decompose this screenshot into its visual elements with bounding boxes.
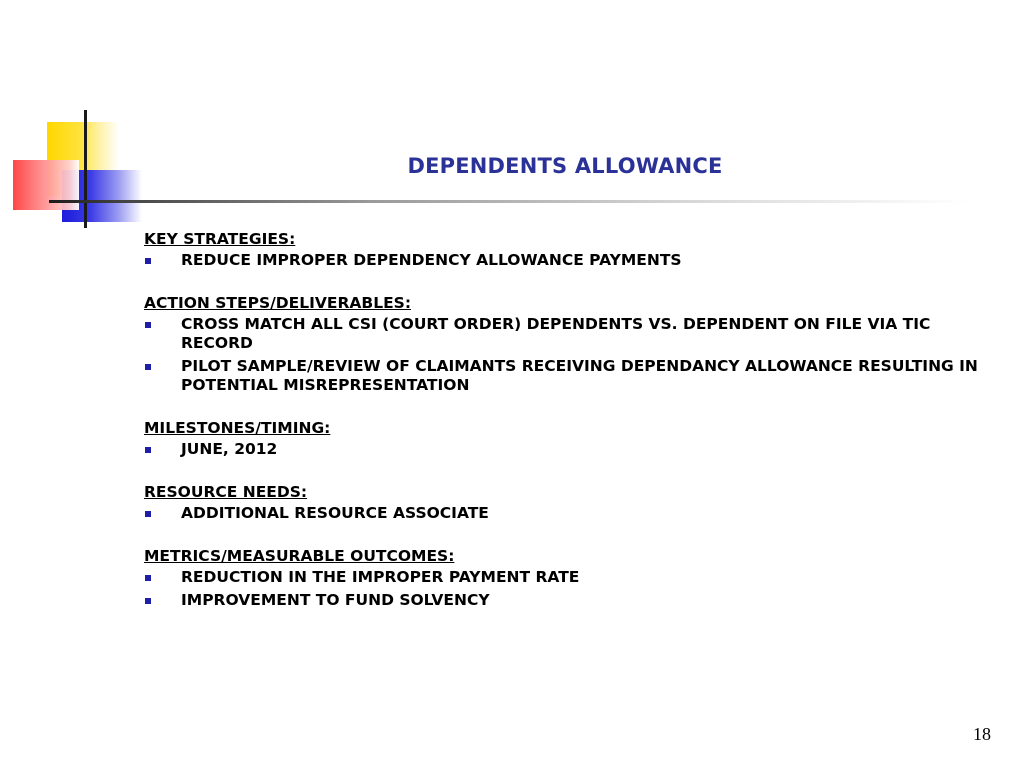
bullet-list <box>144 251 994 270</box>
square-bullet-icon <box>145 258 151 264</box>
list-item-text: REDUCE IMPROPER DEPENDENCY ALLOWANCE PAYMENTS <box>181 251 682 269</box>
slide-body <box>144 229 994 633</box>
list-item-text: ADDITIONAL RESOURCE ASSOCIATE <box>181 504 489 522</box>
section-milestones <box>144 418 994 459</box>
section-action-steps <box>144 293 994 395</box>
list-item-text: CROSS MATCH ALL CSI (COURT ORDER) DEPENDENTS VS. DEPENDENT ON FILE VIA TIC RECORD <box>181 315 931 352</box>
list-item <box>144 440 994 459</box>
list-item <box>144 315 994 353</box>
list-item <box>144 357 994 395</box>
list-item <box>144 251 994 270</box>
section-key-strategies <box>144 229 994 270</box>
section-heading: RESOURCE NEEDS: <box>144 483 308 501</box>
square-bullet-icon <box>145 447 151 453</box>
bullet-list <box>144 504 994 523</box>
square-bullet-icon <box>145 364 151 370</box>
list-item-text: JUNE, 2012 <box>181 440 278 458</box>
bullet-list <box>144 315 994 395</box>
bullet-list <box>144 440 994 459</box>
bullet-list <box>144 568 994 610</box>
section-resource-needs <box>144 482 994 523</box>
square-bullet-icon <box>145 598 151 604</box>
list-item <box>144 568 994 587</box>
list-item-text: PILOT SAMPLE/REVIEW OF CLAIMANTS RECEIVING DEPENDANCY ALLOWANCE RESULTING IN POTENTIAL MISREPRESENTATION <box>181 357 978 394</box>
slide-title: DEPENDENTS ALLOWANCE <box>407 154 723 178</box>
square-bullet-icon <box>145 575 151 581</box>
page-number: 18 <box>973 724 991 744</box>
decorative-vertical-line <box>84 110 87 228</box>
list-item <box>144 504 994 523</box>
section-heading: MILESTONES/TIMING: <box>144 419 331 437</box>
section-metrics <box>144 546 994 610</box>
section-heading: ACTION STEPS/DELIVERABLES: <box>144 294 412 312</box>
title-divider-line <box>49 200 969 203</box>
square-bullet-icon <box>145 322 151 328</box>
square-bullet-icon <box>145 511 151 517</box>
list-item <box>144 591 994 610</box>
list-item-text: REDUCTION IN THE IMPROPER PAYMENT RATE <box>181 568 580 586</box>
list-item-text: IMPROVEMENT TO FUND SOLVENCY <box>181 591 490 609</box>
section-heading: KEY STRATEGIES: <box>144 230 296 248</box>
section-heading: METRICS/MEASURABLE OUTCOMES: <box>144 547 455 565</box>
